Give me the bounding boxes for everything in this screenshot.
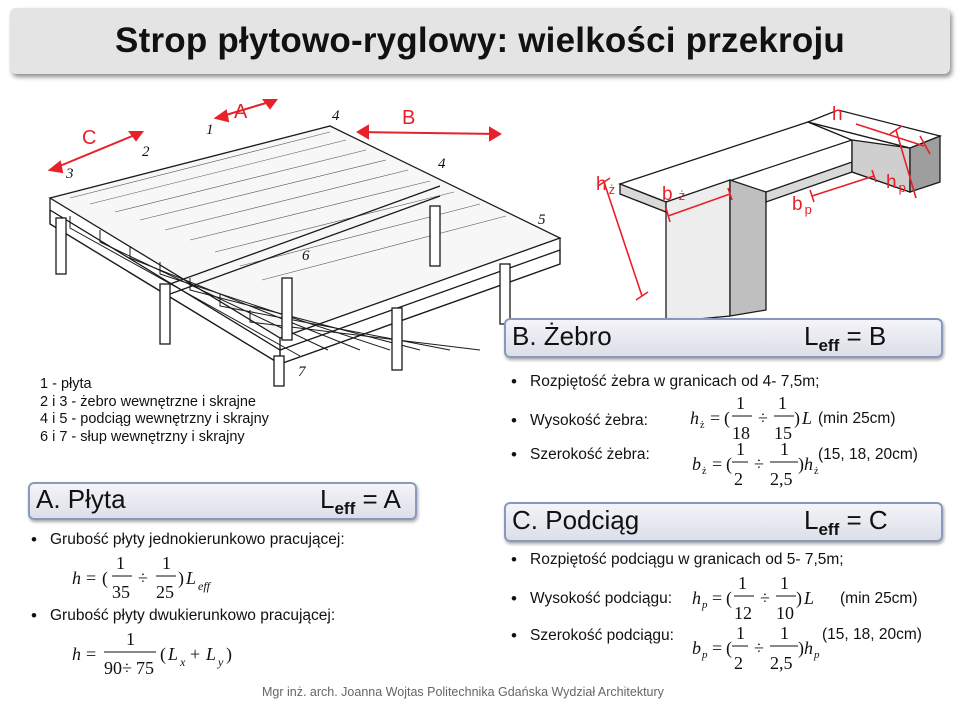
svg-text:1: 1 [780, 573, 789, 593]
svg-text:1: 1 [736, 393, 745, 413]
svg-text:): ) [178, 568, 184, 588]
svg-text:=: = [86, 644, 97, 664]
svg-text:bp [792, 194, 812, 217]
formula-a1 [70, 550, 230, 606]
section-a-bullet-2: • Grubość płyty dwukierunkowo pracującej: [50, 607, 335, 625]
figure-label-c: C [82, 127, 97, 149]
svg-text:÷: ÷ [758, 408, 768, 428]
svg-text:12: 12 [734, 603, 752, 623]
figure-number-6: 6 [302, 248, 310, 264]
page-title: Strop płytowo-ryglowy: wielkości przekroju [115, 21, 845, 60]
section-label-hp-sub: p [898, 180, 906, 195]
slab-beam-floor-figure [30, 88, 570, 388]
svg-text:(: ( [160, 644, 166, 664]
svg-text:=: = [86, 568, 97, 588]
svg-text:(: ( [726, 588, 732, 608]
svg-text:eff: eff [198, 579, 210, 593]
svg-text:h: h [804, 454, 813, 474]
svg-text:25: 25 [156, 582, 174, 602]
svg-text:): ) [794, 408, 800, 428]
svg-text:ż: ż [700, 420, 705, 431]
svg-text:L: L [168, 644, 179, 664]
title-bar [10, 8, 950, 74]
svg-text:=: = [712, 638, 723, 658]
svg-text:b: b [692, 638, 701, 658]
formula-c2 [690, 624, 820, 678]
svg-text:h: h [72, 568, 81, 588]
figure-number-1: 1 [206, 122, 214, 138]
section-b-box [504, 318, 943, 358]
svg-text:x: x [180, 655, 186, 669]
svg-text:÷: ÷ [138, 568, 148, 588]
section-b-bullet-1: • Rozpiętość żebra w granicach od 4- 7,5m; [530, 373, 819, 391]
svg-text:L: L [206, 644, 217, 664]
figure-number-4b: 4 [438, 156, 446, 172]
svg-text:2,5: 2,5 [770, 469, 793, 489]
svg-text:(: ( [726, 638, 732, 658]
svg-text:p: p [702, 599, 708, 611]
svg-text:2: 2 [734, 653, 743, 673]
section-c-bullet-1: • Rozpiętość podciągu w granicach od 5- 7,5m; [530, 551, 844, 569]
section-b-bullet-2: • Wysokość żebra: [530, 412, 648, 430]
svg-text:75: 75 [136, 658, 154, 678]
figure-number-4a: 4 [332, 108, 340, 124]
section-label-hp: h [886, 172, 897, 193]
figure-number-2: 2 [142, 144, 150, 160]
formula-b1 [688, 392, 818, 446]
section-a-bullet-1: • Grubość płyty jednokierunkowo pracującej: [50, 531, 345, 549]
svg-text:): ) [226, 644, 232, 664]
svg-text:90: 90 [104, 658, 122, 678]
section-c-bullet-3: • Szerokość podciągu: [530, 627, 674, 645]
svg-text:h: h [692, 588, 701, 608]
section-label-bp-sub: p [804, 202, 812, 217]
svg-text:p: p [814, 649, 820, 661]
svg-text:(: ( [724, 408, 730, 428]
section-b-leff: $L_{eff} = B$ [804, 321, 887, 356]
section-label-bp: b [792, 194, 803, 215]
section-c-note-2: (15, 18, 20cm) [822, 626, 922, 643]
figure-label-a: A [234, 101, 248, 123]
figure-number-7: 7 [298, 364, 306, 380]
footer-credit: Mgr inż. arch. Joanna Wojtas Politechnika Gdańska Wydział Architektury [262, 685, 664, 699]
svg-text:y: y [218, 655, 224, 669]
legend-item: 4 i 5 - podciąg wewnętrzny i skrajny [40, 411, 269, 427]
section-a-title: A. Płyta [36, 484, 126, 514]
svg-text:2,5: 2,5 [770, 653, 793, 673]
section-label-hz: h [596, 174, 607, 195]
section-c-leff: $L_{eff} = C$ [804, 505, 888, 540]
section-a-box [28, 482, 417, 520]
svg-text:hż [596, 174, 615, 197]
svg-text:÷: ÷ [760, 588, 770, 608]
svg-text:ż: ż [814, 466, 819, 477]
figure-label-b: B [402, 107, 416, 129]
svg-text:÷: ÷ [122, 658, 132, 678]
svg-text:p: p [702, 649, 708, 661]
svg-text:L: L [186, 568, 197, 588]
section-label-bz-sub: ż [678, 188, 686, 203]
legend [40, 376, 269, 446]
svg-text:+: + [190, 644, 201, 664]
svg-text:=: = [710, 408, 721, 428]
section-a-leff: $L_{eff} = A$ [320, 484, 401, 519]
svg-text:1: 1 [116, 553, 125, 573]
svg-text:L: L [804, 588, 815, 608]
section-b-note-1: (min 25cm) [818, 410, 896, 427]
svg-text:ż: ż [702, 466, 707, 477]
svg-text:1: 1 [736, 440, 745, 459]
svg-text:b: b [692, 454, 701, 474]
svg-text:1: 1 [780, 440, 789, 459]
formula-c1 [690, 572, 820, 626]
section-label-hz-sub: ż [608, 182, 616, 197]
svg-text:): ) [796, 588, 802, 608]
figure-number-5: 5 [538, 212, 546, 228]
svg-text:): ) [798, 454, 804, 474]
svg-text:15: 15 [774, 423, 792, 443]
svg-text:(: ( [726, 454, 732, 474]
section-b-note-2: (15, 18, 20cm) [818, 446, 918, 463]
legend-item: 6 i 7 - słup wewnętrzny i skrajny [40, 428, 245, 445]
section-c-note-1: (min 25cm) [840, 590, 918, 607]
svg-text:): ) [798, 638, 804, 658]
figure-number-3: 3 [66, 166, 74, 182]
svg-text:10: 10 [776, 603, 794, 623]
formula-b2 [690, 440, 820, 494]
svg-text:1: 1 [162, 553, 171, 573]
svg-text:÷: ÷ [754, 638, 764, 658]
svg-text:1: 1 [736, 624, 745, 643]
section-c-title: C. Podciąg [512, 505, 640, 535]
legend-item: 2 i 3 - żebro wewnętrzne i skrajne [40, 393, 256, 410]
svg-text:35: 35 [112, 582, 130, 602]
section-c-bullet-2: • Wysokość podciągu: [530, 590, 672, 608]
cross-section-figure [580, 96, 960, 324]
section-label-h: h [832, 104, 843, 125]
svg-text:1: 1 [778, 393, 787, 413]
svg-text:18: 18 [732, 423, 750, 443]
svg-text:2: 2 [734, 469, 743, 489]
svg-text:=: = [712, 588, 723, 608]
svg-text:(: ( [102, 568, 108, 588]
section-b-bullet-3: • Szerokość żebra: [530, 446, 650, 464]
formula-a2 [70, 626, 250, 682]
svg-text:÷: ÷ [754, 454, 764, 474]
svg-text:1: 1 [126, 629, 135, 649]
svg-text:h: h [690, 408, 699, 428]
legend-item: 1 - płyta [40, 376, 92, 392]
svg-text:h: h [72, 644, 81, 664]
section-label-bz: b [662, 184, 673, 205]
svg-text:1: 1 [780, 624, 789, 643]
svg-text:h: h [804, 638, 813, 658]
section-b-title: B. Żebro [512, 321, 612, 351]
svg-text:L: L [802, 408, 813, 428]
svg-text:1: 1 [738, 573, 747, 593]
section-c-box [504, 502, 943, 542]
svg-text:=: = [712, 454, 723, 474]
